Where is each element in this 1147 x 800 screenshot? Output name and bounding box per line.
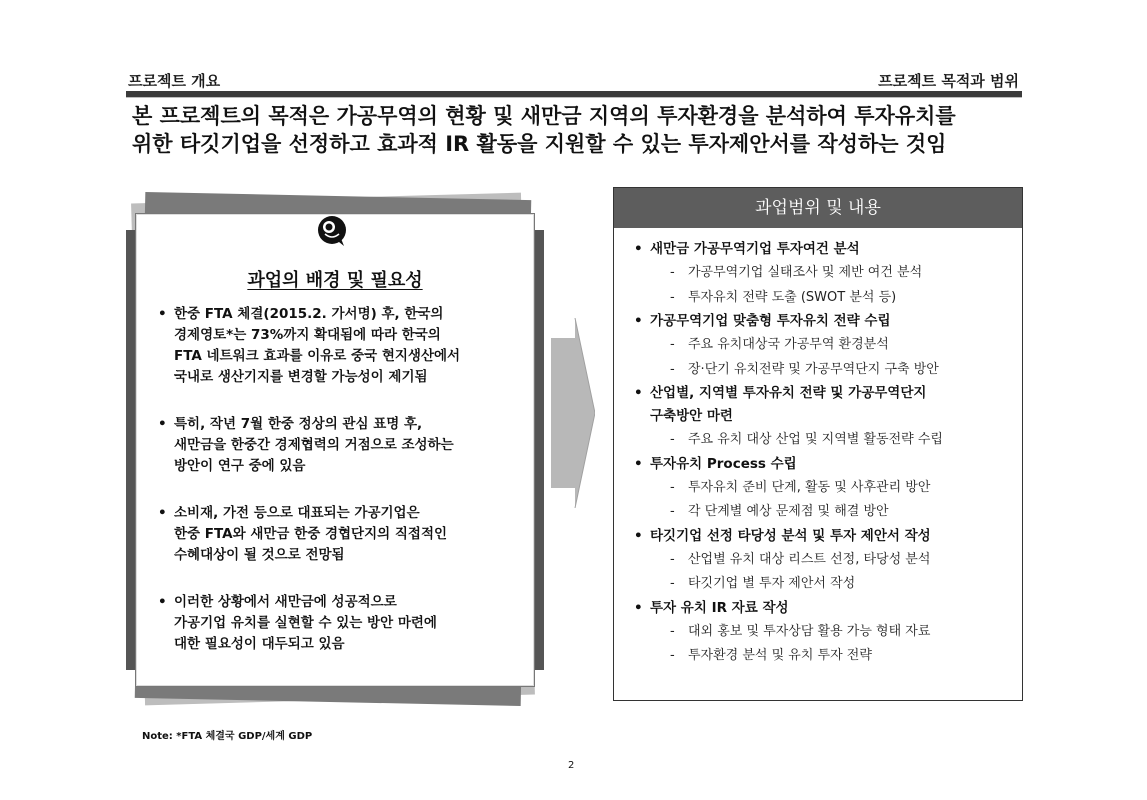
headline-line: 본 프로젝트의 목적은 가공무역의 현황 및 새만금 지역의 투자환경을 분석하여 투자유치를 xyxy=(132,104,956,128)
dash: - xyxy=(670,623,675,639)
list-item-line: 새만금을 한중간 경제협력의 거점으로 조성하는 xyxy=(174,437,454,453)
dash: - xyxy=(670,576,675,591)
list-item xyxy=(156,304,516,388)
headline-line: 위한 타깃기업을 선정하고 효과적 IR 활동을 지원할 수 있는 투자제안서를 작성하는 것임 xyxy=(132,132,947,156)
scope-panel xyxy=(613,187,1023,701)
page-number: 2 xyxy=(568,760,575,771)
scope-subitem xyxy=(630,476,1010,501)
scope-section-title xyxy=(630,525,1010,548)
subitem-text: 대외 홍보 및 투자상담 활용 가능 형태 자료 xyxy=(688,623,931,639)
list-item-line: 이러한 상황에서 새만금에 성공적으로 xyxy=(174,594,397,610)
scope-section xyxy=(630,310,1010,382)
section-title-text: 구축방안 마련 xyxy=(650,408,733,424)
bullet: • xyxy=(634,313,643,329)
scope-subitem xyxy=(630,286,1010,311)
scope-subitem xyxy=(630,261,1010,286)
list-item-line: 대한 필요성이 대두되고 있음 xyxy=(174,636,345,652)
background-card-title: 과업의 배경 및 필요성 xyxy=(247,270,423,291)
subitem-text: 각 단계별 예상 문제점 및 해결 방안 xyxy=(688,504,889,519)
list-item-line: 한중 FTA와 새만금 한중 경협단지의 직접적인 xyxy=(174,526,448,542)
scope-section xyxy=(630,238,1010,310)
scope-subitem xyxy=(630,572,1010,597)
subitem-text: 주요 유치대상국 가공무역 환경분석 xyxy=(688,337,889,352)
list-item xyxy=(156,503,516,566)
bullet: • xyxy=(158,594,167,610)
scope-section xyxy=(630,525,1010,597)
scope-subitem xyxy=(630,620,1010,645)
page-topic-label: 프로젝트 목적과 범위 xyxy=(878,72,1019,90)
dash: - xyxy=(670,648,675,663)
dash: - xyxy=(670,479,675,495)
bullet: • xyxy=(634,455,643,472)
dash: - xyxy=(670,432,675,447)
right-arrow-icon xyxy=(551,318,595,508)
subitem-text: 투자환경 분석 및 유치 투자 전략 xyxy=(688,648,872,663)
subitem-text: 장·단기 유치전략 및 가공무역단지 구축 방안 xyxy=(688,361,939,377)
scope-section xyxy=(630,597,1010,669)
scope-section xyxy=(630,382,1010,453)
scope-subitem xyxy=(630,358,1010,383)
dash: - xyxy=(670,289,675,305)
dash: - xyxy=(670,361,675,377)
scope-section-title xyxy=(630,310,1010,333)
bullet: • xyxy=(634,241,643,257)
subitem-text: 투자유치 전략 도출 (SWOT 분석 등) xyxy=(688,289,897,305)
list-item-line: 특히, 작년 7월 한중 정상의 관심 표명 후, xyxy=(174,416,423,432)
scope-section-title xyxy=(630,382,1010,428)
background-list xyxy=(156,304,516,655)
bullet: • xyxy=(634,527,643,544)
scope-section-title xyxy=(630,238,1010,261)
dash: - xyxy=(670,337,675,352)
scope-subitem xyxy=(630,500,1010,525)
list-item-line: 소비재, 가전 등으로 대표되는 가공기업은 xyxy=(174,505,420,521)
scope-section-title xyxy=(630,597,1010,620)
subitem-text: 산업별 유치 대상 리스트 선정, 타당성 분석 xyxy=(688,551,931,567)
bullet: • xyxy=(158,416,167,432)
section-title-text: 새만금 가공무역기업 투자여건 분석 xyxy=(650,241,860,257)
list-item xyxy=(156,592,516,655)
bullet: • xyxy=(158,505,167,521)
scope-subitem xyxy=(630,428,1010,453)
list-item-line: 수혜대상이 될 것으로 전망됨 xyxy=(174,547,345,563)
scope-panel-body xyxy=(614,228,1022,669)
subitem-text: 타깃기업 별 투자 제안서 작성 xyxy=(688,576,856,591)
header-divider xyxy=(126,91,1022,98)
section-title-text: 타깃기업 선정 타당성 분석 및 투자 제안서 작성 xyxy=(650,527,931,544)
dash: - xyxy=(670,504,675,519)
page-headline xyxy=(132,102,1032,158)
list-item-line: 국내로 생산기지를 변경할 가능성이 제기됨 xyxy=(174,369,428,385)
dash: - xyxy=(670,551,675,567)
bullet: • xyxy=(634,385,643,401)
scope-section xyxy=(630,453,1010,525)
section-title-text: 투자 유치 IR 자료 작성 xyxy=(650,599,789,616)
list-item-line: 방안이 연구 중에 있음 xyxy=(174,458,306,474)
scope-subitem xyxy=(630,644,1010,669)
list-item-line: FTA 네트워크 효과를 이유로 중국 현지생산에서 xyxy=(174,348,461,364)
footnote: Note: *FTA 체결국 GDP/세계 GDP xyxy=(142,731,313,742)
section-title-text: 가공무역기업 맞춤형 투자유치 전략 수립 xyxy=(650,313,891,329)
scope-section-title xyxy=(630,453,1010,476)
subitem-text: 투자유치 준비 단계, 활동 및 사후관리 방안 xyxy=(688,479,931,495)
scope-panel-title: 과업범위 및 내용 xyxy=(614,188,1022,228)
bullet: • xyxy=(158,306,167,322)
section-title-text: 산업별, 지역별 투자유치 전략 및 가공무역단지 xyxy=(650,385,927,401)
dash: - xyxy=(670,265,675,280)
section-title-text: 투자유치 Process 수립 xyxy=(650,455,797,472)
background-card xyxy=(135,213,535,687)
bullet: • xyxy=(634,599,643,616)
section-label: 프로젝트 개요 xyxy=(128,72,221,90)
subitem-text: 주요 유치 대상 산업 및 지역별 활동전략 수립 xyxy=(688,432,943,447)
pushpin-icon xyxy=(314,212,352,250)
list-item-line: 경제영토*는 73%까지 확대됨에 따라 한국의 xyxy=(174,327,441,343)
scope-subitem xyxy=(630,333,1010,358)
scope-subitem xyxy=(630,548,1010,573)
list-item-line: 한중 FTA 체결(2015.2. 가서명) 후, 한국의 xyxy=(174,306,444,322)
list-item-line: 가공기업 유치를 실현할 수 있는 방안 마련에 xyxy=(174,615,437,631)
list-item xyxy=(156,414,516,477)
subitem-text: 가공무역기업 실태조사 및 제반 여건 분석 xyxy=(688,265,923,280)
